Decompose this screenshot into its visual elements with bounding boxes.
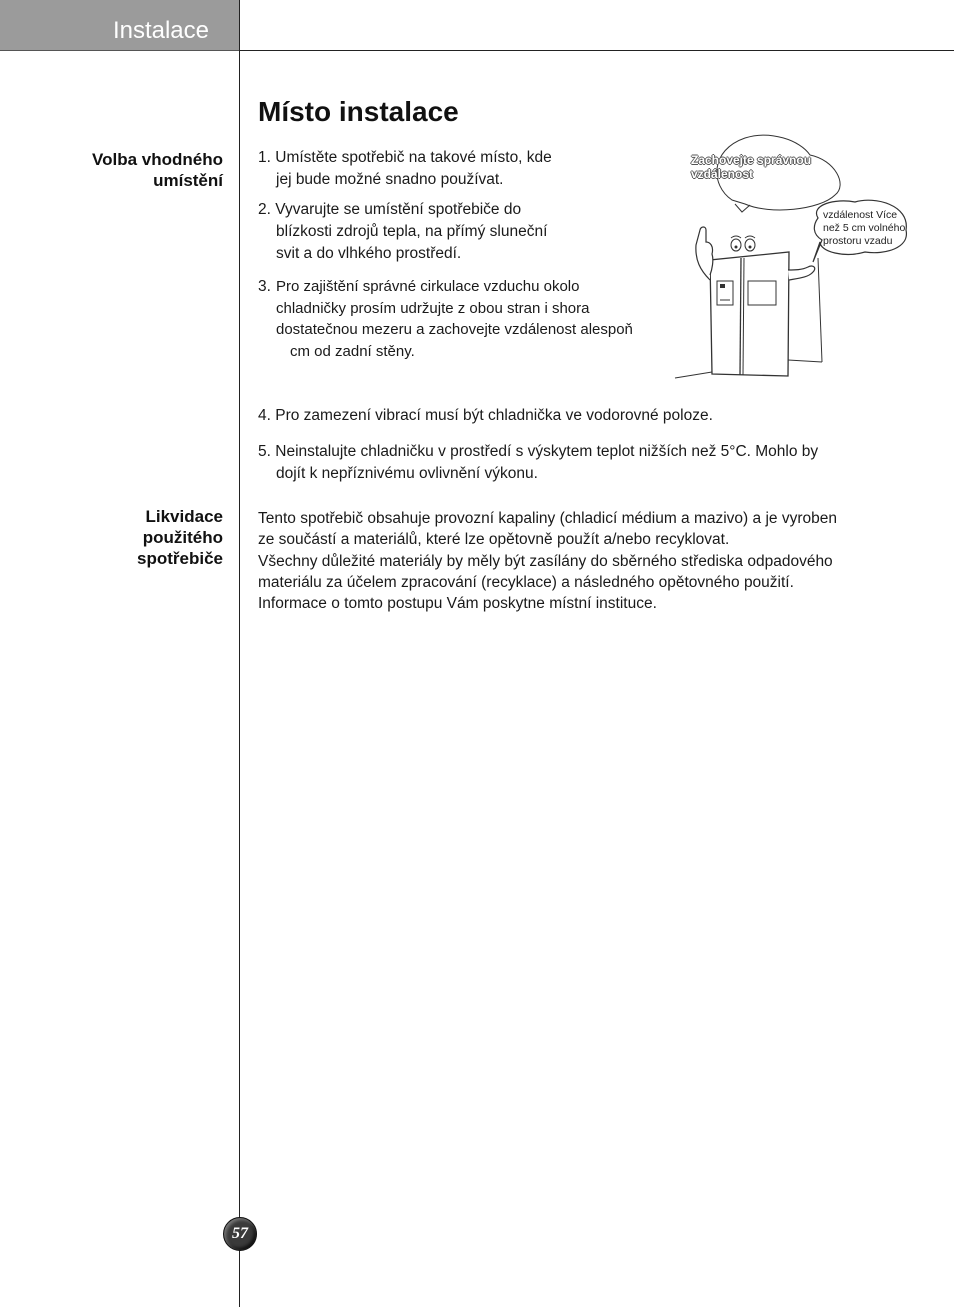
list-item (258, 199, 547, 265)
fridge-illustration (670, 130, 915, 385)
bubble-right-line: než 5 cm volného (823, 222, 906, 234)
item-number: 2. (258, 201, 271, 218)
bubble-top-line: vzdálenost (691, 167, 754, 181)
bubble-top-text (691, 153, 811, 181)
item-text-line: jej bude možné snadno používat. (276, 171, 504, 188)
disposal-heading (137, 506, 223, 569)
header-rule (239, 50, 954, 51)
bubble-right-line: vzdálenost Více (823, 209, 898, 221)
item-text-line: dojít k nepříznivému ovlivnění výkonu. (276, 465, 538, 482)
disposal-heading-line: spotřebiče (137, 549, 223, 568)
page-title: Místo instalace (258, 96, 459, 127)
item-number: 5. (258, 443, 271, 460)
item-text-line: chladničky prosím udržujte z obou stran i shora (276, 299, 590, 317)
bubble-right-text (823, 209, 905, 248)
item-number: 3. (258, 278, 271, 295)
page-number-badge (223, 1217, 257, 1251)
item-text-line: Pro zamezení vibrací musí být chladnička ve vodorovné poloze. (275, 407, 713, 424)
bubble-right-line: prostoru vzadu (823, 235, 893, 247)
section-header-tab (0, 0, 239, 51)
paragraph-line: materiálu za účelem zpracování (recyklace) a následného opětovného použití. (258, 573, 794, 591)
paragraph-line: ze součástí a materiálů, které lze opětovně použít a/nebo recyklovat. (258, 531, 730, 549)
paragraph-line: Tento spotřebič obsahuje provozní kapaliny (chladicí médium a mazivo) a je vyroben (258, 510, 837, 527)
disposal-heading-line: použitého (142, 528, 223, 547)
item-text-line: cm od zadní stěny. (290, 342, 415, 360)
list-item (258, 276, 633, 362)
page-number: 57 (232, 1225, 248, 1242)
item-text-line: svit a do vlhkého prostředí. (276, 245, 462, 262)
item-text-line: Pro zajištění správné cirkulace vzduchu okolo (276, 278, 580, 295)
placement-heading-line: Volba vhodného (92, 150, 223, 169)
list-item (258, 405, 713, 427)
disposal-paragraph (258, 508, 837, 614)
disposal-heading-line: Likvidace (145, 507, 223, 526)
paragraph-line: Všechny důležité materiály by měly být zasílány do sběrného střediska odpadového (258, 552, 833, 570)
item-text-line: Umístěte spotřebič na takové místo, kde (275, 149, 552, 166)
paragraph-line: Informace o tomto postupu Vám poskytne místní instituce. (258, 595, 657, 613)
item-text-line: Neinstalujte chladničku v prostředí s výskytem teplot nižších než 5°C. Mohlo by (275, 443, 819, 460)
item-number: 1. (258, 149, 271, 166)
item-text-line: dostatečnou mezeru a zachovejte vzdálenost alespoň (276, 321, 633, 338)
item-number: 4. (258, 407, 271, 424)
placement-heading (92, 149, 223, 191)
list-item (258, 147, 552, 191)
margin-divider (239, 0, 240, 1307)
placement-heading-line: umístění (153, 171, 223, 190)
item-text-line: blízkosti zdrojů tepla, na přímý sluneční (276, 223, 548, 240)
list-item (258, 441, 818, 485)
section-title: Instalace (112, 17, 209, 44)
item-text-line: Vyvarujte se umístění spotřebiče do (275, 201, 522, 218)
bubble-top-line: Zachovejte správnou (691, 153, 812, 167)
